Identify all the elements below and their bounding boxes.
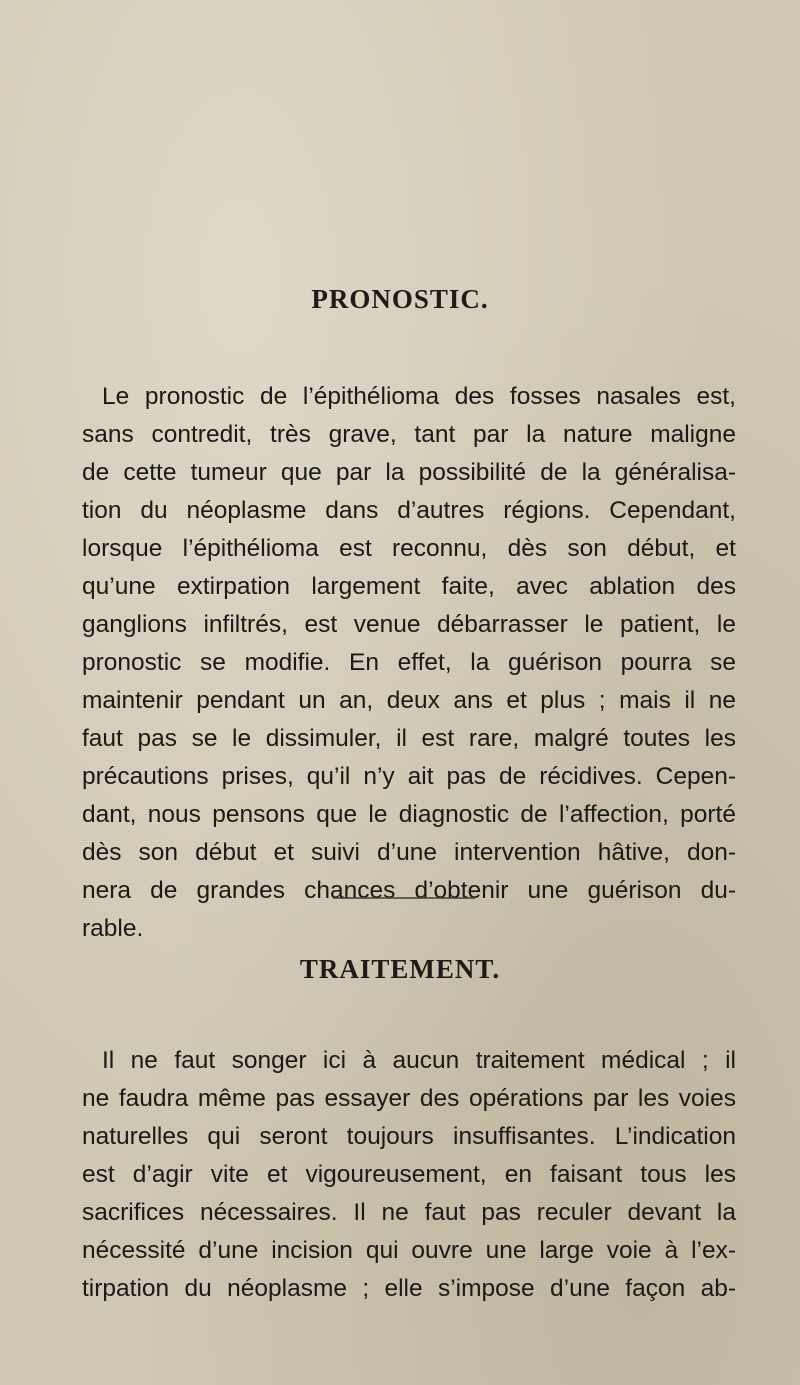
text-line: pronostic se modifie. En effet, la guérison pourra se (82, 649, 736, 676)
text-line: nera de grandes chances d’obtenir une guérison du- (82, 877, 736, 904)
text-line: tirpation du néoplasme ; elle s’impose d’une façon ab- (82, 1275, 736, 1302)
text-line: précautions prises, qu’il n’y ait pas de récidives. Cepen- (82, 763, 736, 790)
text-line: rable. (82, 915, 144, 942)
text-line: nécessité d’une incision qui ouvre une large voie à l’ex- (82, 1237, 736, 1264)
section-heading-pronostic: PRONOSTIC. (311, 284, 489, 314)
text-line: ganglions infiltrés, est venue débarrasser le patient, le (82, 611, 736, 638)
text-line: est d’agir vite et vigoureusement, en faisant tous les (82, 1161, 736, 1188)
section-divider (333, 897, 475, 899)
text-line: maintenir pendant un an, deux ans et plus ; mais il ne (82, 687, 736, 714)
text-line: Il ne faut songer ici à aucun traitement médical ; il (102, 1047, 736, 1074)
text-line: dant, nous pensons que le diagnostic de l’affection, porté (82, 801, 736, 828)
text-line: faut pas se le dissimuler, il est rare, malgré toutes les (82, 725, 736, 752)
text-line: naturelles qui seront toujours insuffisantes. L’indication (82, 1123, 736, 1150)
text-line: dès son début et suivi d’une intervention hâtive, don- (82, 839, 736, 866)
paragraph-pronostic (82, 378, 736, 948)
text-line: Le pronostic de l’épithélioma des fosses nasales est, (102, 383, 736, 410)
text-line: de cette tumeur que par la possibilité de la généralisa- (82, 459, 736, 486)
paragraph-traitement (82, 1042, 736, 1308)
text-line: ne faudra même pas essayer des opérations par les voies (82, 1085, 736, 1112)
text-line: tion du néoplasme dans d’autres régions. Cependant, (82, 497, 736, 524)
text-line: lorsque l’épithélioma est reconnu, dès son début, et (82, 535, 736, 562)
text-line: sans contredit, très grave, tant par la nature maligne (82, 421, 736, 448)
text-line: sacrifices nécessaires. Il ne faut pas reculer devant la (82, 1199, 736, 1226)
text-line: qu’une extirpation largement faite, avec ablation des (82, 573, 736, 600)
section-heading-traitement: TRAITEMENT. (299, 954, 501, 984)
